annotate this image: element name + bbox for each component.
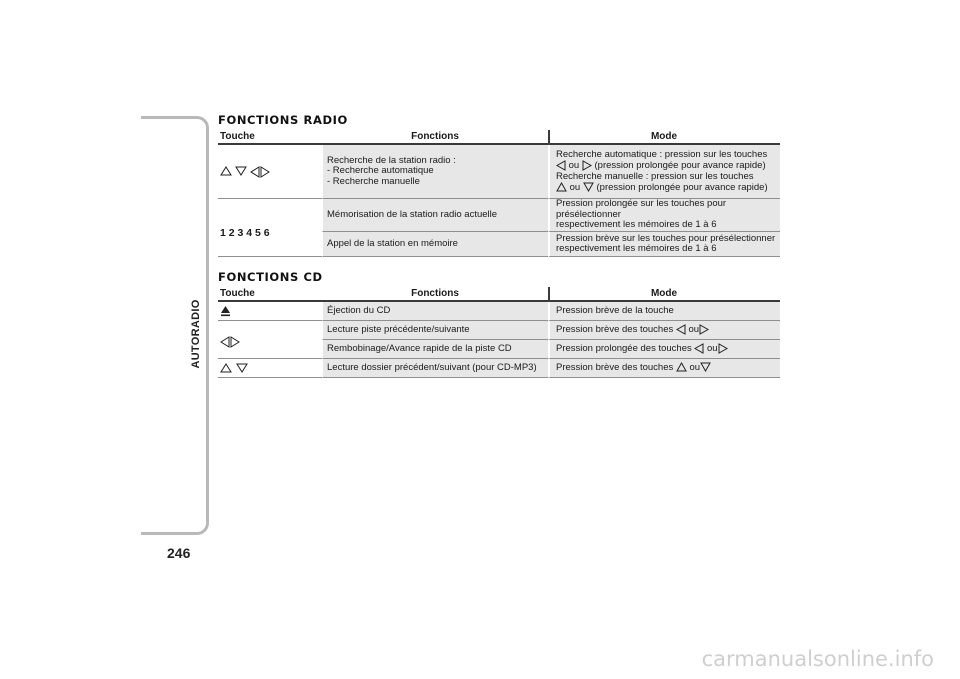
function-line: - Recherche manuelle [327, 175, 420, 187]
up-triangle-icon [220, 166, 232, 177]
function-cell [322, 199, 548, 232]
table-row [218, 340, 780, 359]
key-icons [220, 336, 240, 348]
function-cell [322, 232, 548, 257]
mode-text: Pression prolongée des touches [556, 342, 692, 354]
mode-text: (pression prolongée pour avance rapide) [596, 181, 768, 193]
key-cell [218, 321, 322, 340]
key-cell [218, 302, 322, 321]
left-triangle-icon [250, 166, 260, 178]
table-row [218, 359, 780, 378]
table-row [218, 232, 780, 257]
function-cell [322, 302, 548, 321]
right-triangle-icon [718, 343, 728, 355]
mode-line [556, 324, 780, 336]
mode-cell [548, 232, 780, 257]
function-line: Éjection du CD [327, 304, 391, 316]
header-mode: Mode [548, 288, 780, 299]
function-cell [322, 321, 548, 340]
cd-table-header [218, 286, 780, 302]
chapter-label: AUTORADIO [190, 299, 202, 369]
cd-section-title: FONCTIONS CD [218, 270, 323, 284]
function-cell [322, 145, 548, 199]
table-row [218, 321, 780, 340]
mode-or-text: ou [707, 342, 718, 354]
function-cell [322, 359, 548, 378]
mode-text: Pression brève des touches [556, 361, 674, 373]
function-line: Lecture piste précédente/suivante [327, 323, 470, 335]
left-triangle-icon [220, 336, 230, 348]
table-row [218, 145, 780, 199]
mode-cell [548, 199, 780, 232]
header-touche: Touche [220, 130, 255, 142]
down-triangle-icon [700, 362, 711, 373]
up-triangle-icon [676, 362, 687, 373]
mode-line: Pression brève de la touche [556, 304, 674, 316]
radio-section [218, 113, 780, 257]
mode-cell [548, 340, 780, 359]
mode-or-text: ou [569, 181, 581, 193]
radio-section-title: FONCTIONS RADIO [218, 113, 348, 127]
mode-or-text: ou [568, 159, 580, 171]
mode-line: Pression prolongée sur les touches pour présélectionner [556, 198, 727, 220]
mode-text: (pression prolongée pour avance rapide) [594, 159, 766, 171]
function-cell [322, 340, 548, 359]
left-triangle-icon [694, 343, 704, 355]
cd-section [218, 270, 780, 378]
mode-cell [548, 359, 780, 378]
mode-line [556, 182, 780, 193]
down-triangle-icon [583, 182, 594, 193]
function-line: Lecture dossier précédent/suivant (pour CD-MP3) [327, 361, 537, 373]
header-touche: Touche [220, 287, 255, 299]
mode-or-text: ou [689, 361, 701, 373]
function-line: Mémorisation de la station radio actuelle [327, 208, 498, 220]
radio-table-header [218, 129, 780, 145]
key-cell [218, 199, 322, 239]
table-row [218, 302, 780, 321]
preset-keys-label: 1 2 3 4 5 6 [220, 226, 270, 239]
header-fonctions: Fonctions [411, 287, 459, 299]
mode-line: respectivement les mémoires de 1 à 6 [556, 243, 717, 254]
function-line: Recherche de la station radio : [327, 154, 456, 166]
function-line: - Recherche automatique [327, 165, 434, 177]
key-cell [218, 359, 322, 378]
mode-cell [548, 145, 780, 199]
mode-line: Recherche automatique : pression sur les touches [556, 148, 768, 160]
function-line: Appel de la station en mémoire [327, 237, 458, 249]
up-triangle-icon [556, 182, 567, 193]
mode-or-text: ou [688, 323, 700, 335]
down-triangle-icon [236, 363, 248, 374]
mode-line [556, 362, 780, 373]
right-triangle-icon [260, 166, 270, 178]
mode-line [556, 343, 780, 355]
mode-cell [548, 321, 780, 340]
function-line: Rembobinage/Avance rapide de la piste CD [327, 342, 512, 354]
mode-line: Pression brève sur les touches pour présélectionner [556, 232, 776, 244]
watermark: carmanualsonline.info [701, 647, 934, 671]
right-triangle-icon [699, 324, 709, 336]
mode-line: respectivement les mémoires de 1 à 6 [556, 219, 717, 231]
page-number: 246 [167, 545, 191, 561]
right-triangle-icon [230, 336, 240, 348]
header-fonctions: Fonctions [411, 130, 459, 142]
mode-line: Recherche manuelle : pression sur les touches [556, 170, 754, 182]
down-triangle-icon [235, 166, 247, 177]
mode-text: Pression brève des touches [556, 323, 674, 335]
mode-cell [548, 302, 780, 321]
eject-icon [220, 305, 231, 317]
key-cell [218, 145, 322, 199]
header-mode: Mode [548, 131, 780, 142]
left-triangle-icon [676, 324, 686, 336]
up-triangle-icon [220, 363, 232, 374]
chapter-tab [184, 294, 208, 374]
